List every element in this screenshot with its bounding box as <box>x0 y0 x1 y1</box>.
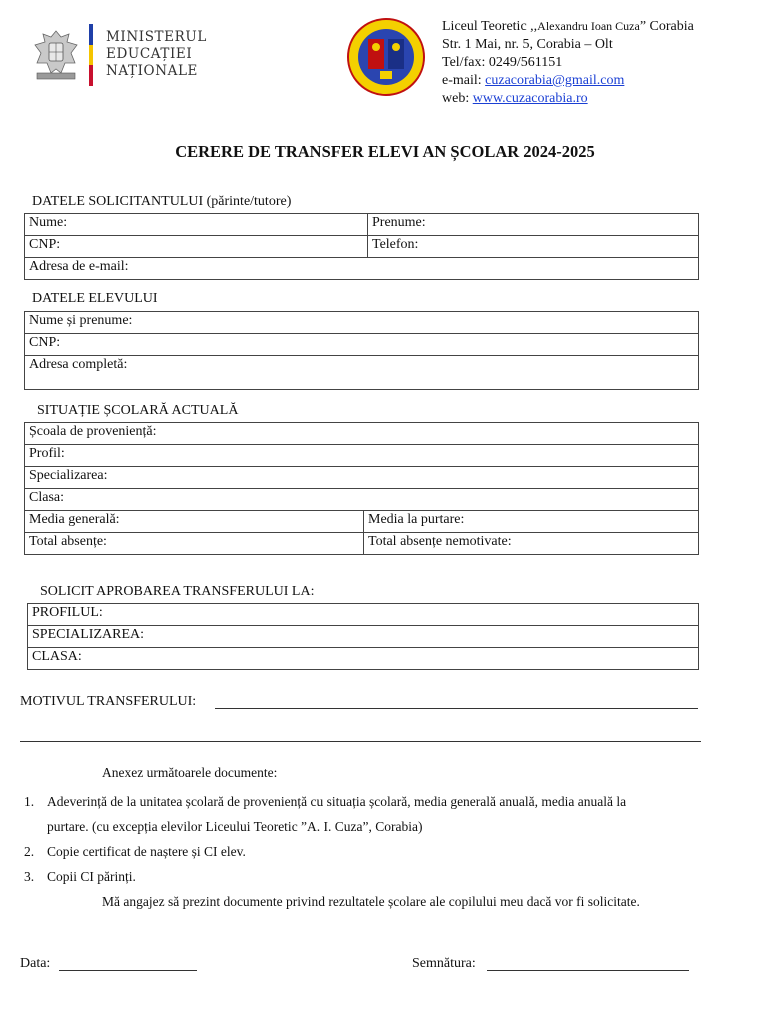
semnatura-input-line[interactable] <box>487 970 689 971</box>
situation-heading: SITUAȚIE ȘCOLARĂ ACTUALĂ <box>37 403 239 418</box>
school-logo-icon <box>346 17 426 97</box>
tricolor-divider <box>89 24 93 86</box>
school-email: e-mail: cuzacorabia@gmail.com <box>442 73 625 88</box>
web-link[interactable]: www.cuzacorabia.ro <box>472 91 588 106</box>
situation-table <box>24 422 699 555</box>
transfer-specializare-field[interactable]: SPECIALIZAREA: <box>28 626 699 648</box>
situation-media-generala-field[interactable]: Media generală: <box>25 511 364 533</box>
applicant-table <box>24 213 699 280</box>
situation-absente-field[interactable]: Total absențe: <box>25 533 364 555</box>
student-adresa-field[interactable]: Adresa completă: <box>25 356 699 390</box>
applicant-telefon-field[interactable]: Telefon: <box>368 236 699 258</box>
email-link[interactable]: cuzacorabia@gmail.com <box>485 73 625 88</box>
list-item-continuation: purtare. (cu excepția elevilor Liceului Teoretic ”A. I. Cuza”, Corabia) <box>47 819 423 834</box>
commitment-text: Mă angajez să prezint documente privind rezultatele școlare ale copilului meu dacă vor fi solicitate. <box>102 894 640 909</box>
list-item: 3. Copii CI părinți. <box>24 869 136 884</box>
semnatura-label: Semnătura: <box>412 956 476 971</box>
motiv-input-line[interactable] <box>215 708 698 709</box>
applicant-cnp-field[interactable]: CNP: <box>25 236 368 258</box>
transfer-profil-field[interactable]: PROFILUL: <box>28 604 699 626</box>
student-cnp-field[interactable]: CNP: <box>25 334 699 356</box>
school-telfax: Tel/fax: 0249/561151 <box>442 55 563 70</box>
applicant-heading: DATELE SOLICITANTULUI (părinte/tutore) <box>32 194 292 209</box>
situation-absente-nemotivate-field[interactable]: Total absențe nemotivate: <box>364 533 699 555</box>
school-web: web: www.cuzacorabia.ro <box>442 91 588 106</box>
motiv-input-line-2[interactable] <box>20 741 701 742</box>
student-heading: DATELE ELEVULUI <box>32 291 158 306</box>
transfer-heading: SOLICIT APROBAREA TRANSFERULUI LA: <box>40 584 315 599</box>
transfer-table <box>27 603 699 670</box>
annex-intro: Anexez următoarele documente: <box>102 765 278 780</box>
student-nume-field[interactable]: Nume și prenume: <box>25 312 699 334</box>
situation-clasa-field[interactable]: Clasa: <box>25 489 699 511</box>
situation-scoala-field[interactable]: Școala de proveniență: <box>25 423 699 445</box>
transfer-clasa-field[interactable]: CLASA: <box>28 648 699 670</box>
motiv-label: MOTIVUL TRANSFERULUI: <box>20 694 197 709</box>
ministry-line-2: EDUCAȚIEI <box>106 46 193 62</box>
situation-media-purtare-field[interactable]: Media la purtare: <box>364 511 699 533</box>
applicant-nume-field[interactable]: Nume: <box>25 214 368 236</box>
coat-of-arms-icon <box>31 29 81 81</box>
applicant-email-field[interactable]: Adresa de e-mail: <box>25 258 699 280</box>
data-label: Data: <box>20 956 51 971</box>
data-input-line[interactable] <box>59 970 197 971</box>
situation-specializare-field[interactable]: Specializarea: <box>25 467 699 489</box>
list-item: 2. Copie certificat de naștere și CI elev. <box>24 844 246 859</box>
ministry-line-1: MINISTERUL <box>106 29 207 45</box>
school-contact-block <box>442 17 694 108</box>
ministry-logo-text <box>106 29 207 80</box>
school-name: Liceul Teoretic ,,Alexandru Ioan Cuza” Corabia <box>442 19 694 34</box>
applicant-prenume-field[interactable]: Prenume: <box>368 214 699 236</box>
page-title: CERERE DE TRANSFER ELEVI AN ȘCOLAR 2024-2025 <box>175 142 595 161</box>
situation-profil-field[interactable]: Profil: <box>25 445 699 467</box>
student-table <box>24 311 699 390</box>
documents-list <box>24 789 724 914</box>
list-item: 1. Adeverință de la unitatea școlară de proveniență cu situația școlară, media generală anuală, media anuală la <box>24 794 627 809</box>
school-address: Str. 1 Mai, nr. 5, Corabia – Olt <box>442 37 613 52</box>
ministry-line-3: NAȚIONALE <box>106 63 199 79</box>
